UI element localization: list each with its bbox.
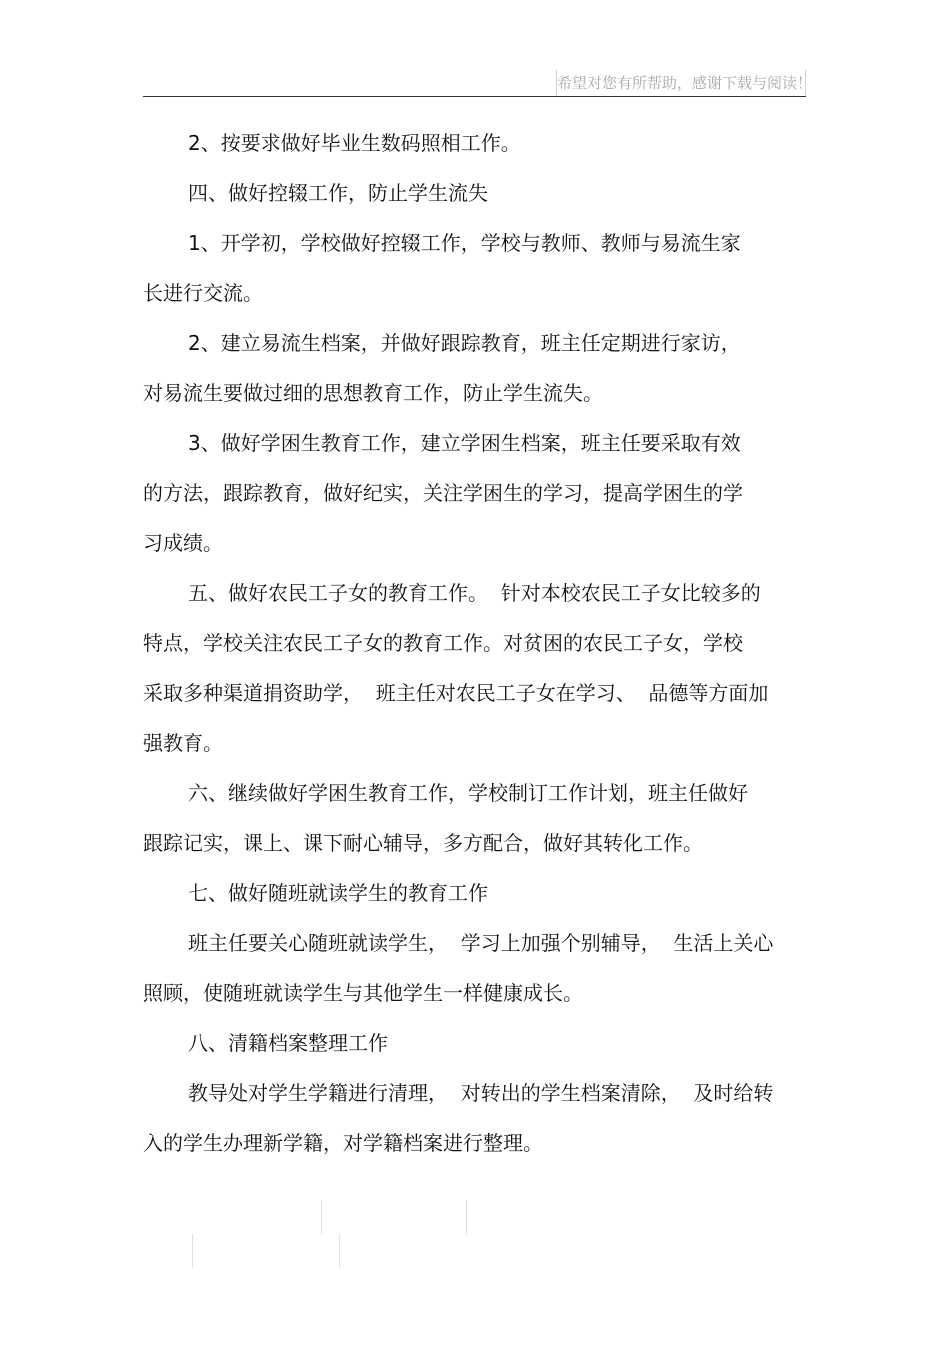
paragraph-line: 习成绩。 [143,531,223,555]
paragraph-line: 的方法，跟踪教育，做好纪实，关注学困生的学习，提高学困生的学 [143,481,743,505]
paragraph-line: 3、做好学困生教育工作，建立学困生档案，班主任要采取有效 [188,431,741,455]
section-heading-8: 八、清籍档案整理工作 [188,1031,388,1055]
decorative-line [339,1234,340,1268]
decorative-line [466,1200,467,1234]
section-heading-6: 六、继续做好学困生教育工作，学校制订工作计划，班主任做好 [188,781,748,805]
decorative-line [192,1234,193,1268]
paragraph-line: 2、建立易流生档案，并做好跟踪教育，班主任定期进行家访， [188,331,741,355]
paragraph-line: 特点，学校关注农民工子女的教育工作。对贫困的农民工子女，学校 [143,631,743,655]
header-banner: 希望对您有所帮助，感谢下载与阅读！ [556,70,806,96]
paragraph-line: 照顾，使随班就读学生与其他学生一样健康成长。 [143,981,583,1005]
paragraph-line: 1、开学初，学校做好控辍工作，学校与教师、教师与易流生家 [188,231,741,255]
section-heading-4: 四、做好控辍工作，防止学生流失 [188,181,488,205]
paragraph-line: 采取多种渠道捐资助学， 班主任对农民工子女在学习、 品德等方面加 [143,681,769,705]
paragraph-line: 强教育。 [143,731,223,755]
paragraph-line: 教导处对学生学籍进行清理， 对转出的学生档案清除， 及时给转 [188,1081,774,1105]
section-heading-5: 五、做好农民工子女的教育工作。 针对本校农民工子女比较多的 [188,581,761,605]
paragraph-line: 班主任要关心随班就读学生， 学习上加强个别辅导， 生活上关心 [188,931,774,955]
document-body [143,118,808,1168]
paragraph-line: 对易流生要做过细的思想教育工作，防止学生流失。 [143,381,603,405]
paragraph-line: 2、按要求做好毕业生数码照相工作。 [188,131,521,155]
section-heading-7: 七、做好随班就读学生的教育工作 [188,881,488,905]
paragraph-line: 跟踪记实，课上、课下耐心辅导，多方配合，做好其转化工作。 [143,831,703,855]
paragraph-line: 入的学生办理新学籍，对学籍档案进行整理。 [143,1131,543,1155]
header-divider [143,96,806,97]
paragraph-line: 长进行交流。 [143,281,263,305]
decorative-line [321,1200,322,1234]
